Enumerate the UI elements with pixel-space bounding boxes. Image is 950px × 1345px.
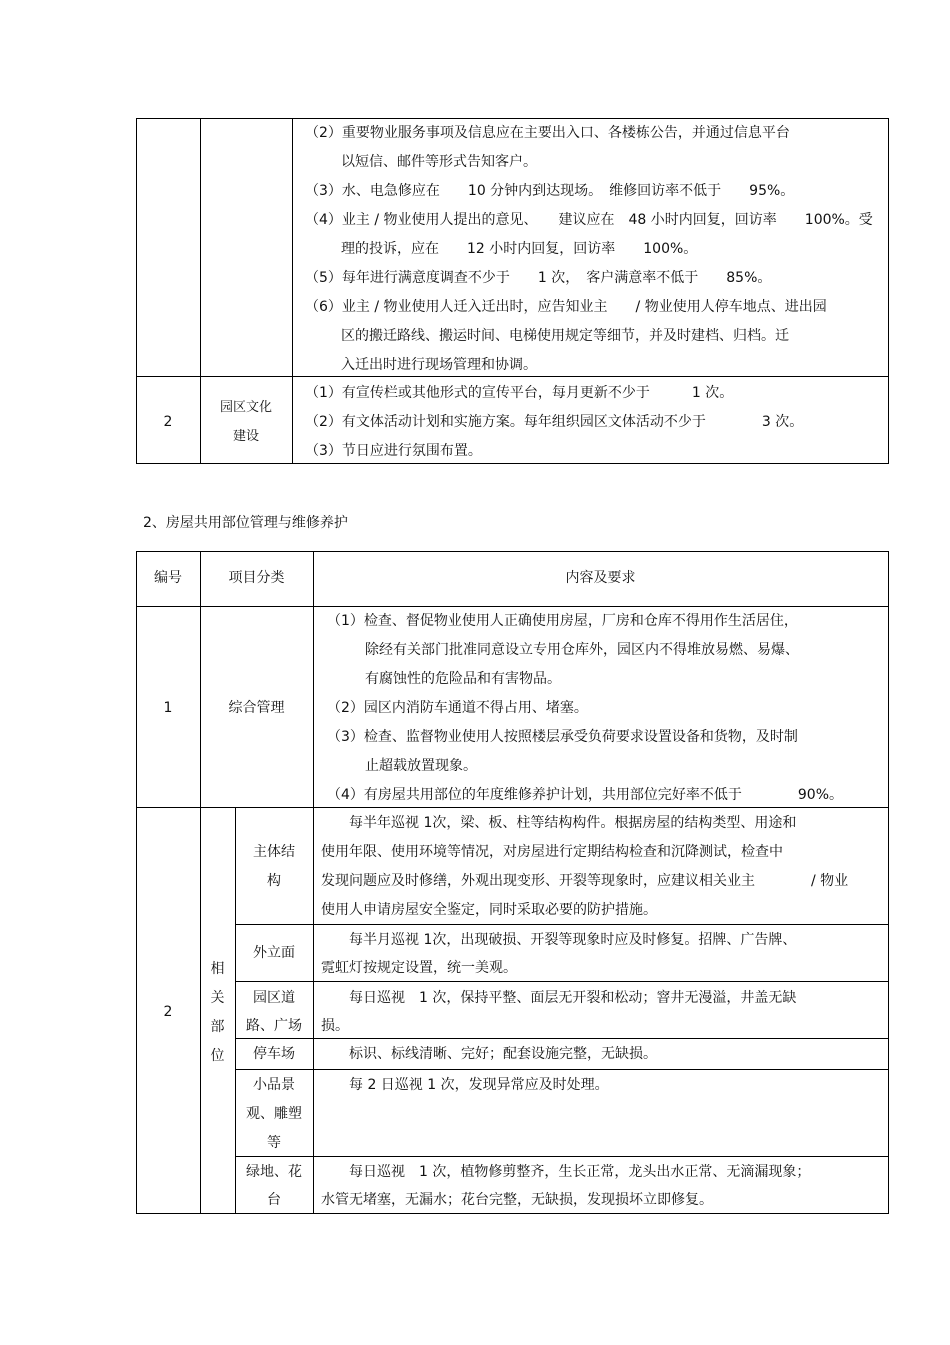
subrow-name: 路、广场 [246,1018,302,1034]
content-line: 入迁出时进行现场管理和协调。 [341,357,537,373]
row-number: 2 [163,1004,173,1020]
content-line: 除经有关部门批准同意设立专用仓库外，园区内不得堆放易燃、易爆、 [365,642,799,658]
section-title: 2、房屋共用部位管理与维修养护 [143,515,348,531]
content-line: 以短信、邮件等形式告知客户。 [341,154,537,170]
subrow-name: 构 [267,873,281,889]
subrow-name: 等 [267,1135,281,1151]
subrow-name: 外立面 [253,945,295,961]
category-label: 园区文化 [219,400,272,415]
subrow-name: 台 [267,1192,281,1208]
header-number: 编号 [154,570,182,586]
content-line: （5）每年进行满意度调查不少于 1 次， 客户满意率不低于 85%。 [305,270,772,286]
content-line: 止超载放置现象。 [365,758,477,774]
header-content: 内容及要求 [565,570,636,586]
header-category: 项目分类 [228,570,285,586]
content-line: 每半月巡视 1次，出现破损、开裂等现象时应及时修复。招牌、广告牌、 [321,932,797,948]
category-label: 建设 [232,429,259,444]
group-label-char: 位 [210,1048,225,1064]
category-label: 综合管理 [228,700,285,716]
content-line: （4）有房屋共用部位的年度维修养护计划，共用部位完好率不低于 90%。 [327,787,844,803]
content-line: （1）有宣传栏或其他形式的宣传平台，每月更新不少于 1 次。 [305,385,734,401]
content-line: 发现问题应及时修缮，外观出现变形、开裂等现象时，应建议相关业主 / 物业 [321,873,849,889]
content-line: （2）重要物业服务事项及信息应在主要出入口、各楼栋公告，并通过信息平台 [305,125,790,141]
content-line: 使用年限、使用环境等情况，对房屋进行定期结构检查和沉降测试，检查中 [321,844,783,860]
content-line: 理的投诉，应在 12 小时内回复，回访率 100%。 [341,241,698,257]
content-line: （2）有文体活动计划和实施方案。每年组织园区文体活动不少于 3 次。 [305,414,804,430]
content-line: 每日巡视 1 次，植物修剪整齐，生长正常，龙头出水正常、无滴漏现象； [321,1164,811,1180]
content-line: 霓虹灯按规定设置，统一美观。 [321,960,517,976]
content-line: 水管无堵塞，无漏水；花台完整，无缺损，发现损坏立即修复。 [321,1192,713,1208]
content-line: 使用人申请房屋安全鉴定，同时采取必要的防护措施。 [321,902,657,918]
content-line: （2）园区内消防车通道不得占用、堵塞。 [327,700,588,716]
group-label-char: 相 [210,961,225,977]
content-line: （3）检查、监督物业使用人按照楼层承受负荷要求设置设备和货物，及时制 [327,729,798,745]
subrow-name: 主体结 [253,844,295,860]
content-line: 每半年巡视 1次，梁、板、柱等结构构件。根据房屋的结构类型、用途和 [321,815,797,831]
content-line: （3）节日应进行氛围布置。 [305,443,482,459]
subrow-name: 停车场 [253,1046,295,1062]
group-label-char: 部 [210,1019,225,1035]
subrow-name: 绿地、花 [246,1164,302,1180]
content-line: 区的搬迁路线、搬运时间、电梯使用规定等细节，并及时建档、归档。迁 [341,328,789,344]
group-label-char: 关 [210,990,225,1006]
subrow-name: 小品景 [253,1077,295,1093]
row-number: 1 [163,700,173,716]
content-line: （6）业主 / 物业使用人迁入迁出时，应告知业主 / 物业使用人停车地点、进出园 [305,299,827,315]
content-line: （3）水、电急修应在 10 分钟内到达现场。 维修回访率不低于 95%。 [305,183,795,199]
content-line: 每 2 日巡视 1 次，发现异常应及时处理。 [321,1077,609,1093]
row-number: 2 [163,414,173,430]
subrow-name: 观、雕塑 [246,1106,302,1122]
content-line: 每日巡视 1 次，保持平整、面层无开裂和松动；窨井无漫溢，井盖无缺 [321,990,797,1006]
content-line: （4）业主 / 物业使用人提出的意见、 建议应在 48 小时内回复，回访率 100%。受 [305,212,873,228]
content-line: 有腐蚀性的危险品和有害物品。 [365,671,561,687]
content-line: 损。 [321,1018,349,1034]
content-line: （1）检查、督促物业使用人正确使用房屋，厂房和仓库不得用作生活居住， [327,613,798,629]
content-line: 标识、标线清晰、完好；配套设施完整，无缺损。 [321,1046,657,1062]
subrow-name: 园区道 [253,990,295,1006]
